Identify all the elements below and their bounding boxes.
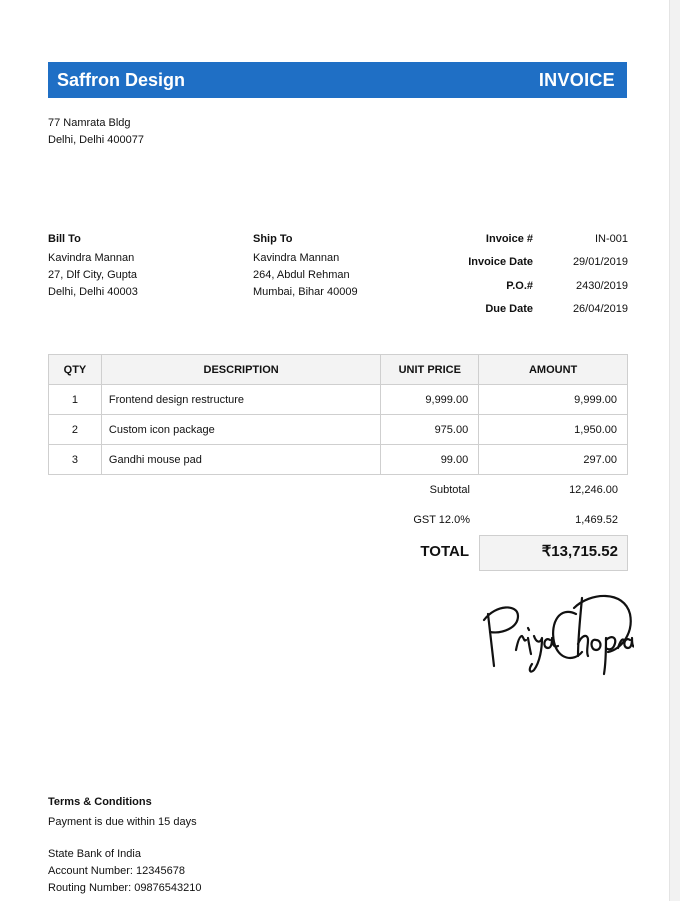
bank-name: State Bank of India: [48, 848, 141, 860]
po-number: 2430/2019: [576, 279, 628, 292]
table-row: [49, 445, 628, 475]
terms-heading: Terms & Conditions: [48, 796, 152, 808]
due-date: 26/04/2019: [572, 302, 628, 315]
tax-value: 1,469.52: [575, 514, 618, 526]
unit-price-cell: 9,999.00: [381, 385, 479, 415]
tax-row: [380, 514, 628, 526]
total-value: ₹13,715.52: [541, 543, 618, 560]
bill-to-line1: 27, Dlf City, Gupta: [48, 269, 138, 281]
invoice-header-bar: [48, 62, 627, 98]
line-items-table: [48, 354, 628, 475]
bill-to-line2: Delhi, Delhi 40003: [48, 286, 138, 298]
description-cell: Frontend design restructure: [101, 385, 380, 415]
tax-label: GST 12.0%: [413, 514, 470, 526]
terms-text: Payment is due within 15 days: [48, 816, 197, 828]
table-row: [49, 415, 628, 445]
subtotal-label: Subtotal: [429, 484, 470, 496]
meta-label: Invoice Date: [468, 256, 533, 269]
meta-row-due-date: [440, 301, 628, 324]
amount-cell: 1,950.00: [479, 415, 628, 445]
terms-block: [48, 794, 197, 831]
bank-details: [48, 846, 202, 897]
unit-price-cell: 975.00: [381, 415, 479, 445]
qty-cell: 2: [49, 415, 102, 445]
column-header-qty: QTY: [49, 355, 102, 385]
meta-label: Due Date: [485, 302, 533, 315]
document-title: INVOICE: [538, 69, 615, 90]
subtotal-row: [380, 484, 628, 496]
company-name: Saffron Design: [57, 69, 186, 90]
column-header-unit-price: UNIT PRICE: [381, 355, 479, 385]
bank-routing: Routing Number: 09876543210: [48, 882, 202, 894]
bill-to-name: Kavindra Mannan: [48, 252, 135, 264]
amount-cell: 297.00: [479, 445, 628, 475]
ship-to-heading: Ship To: [253, 233, 293, 245]
invoice-number: IN-001: [594, 233, 628, 245]
bill-to-block: [48, 231, 138, 301]
bank-account: Account Number: 12345678: [48, 865, 185, 877]
company-address-line1: 77 Namrata Bldg: [48, 117, 131, 129]
amount-cell: 9,999.00: [479, 385, 628, 415]
subtotal-value: 12,246.00: [569, 484, 618, 496]
meta-row-po: [440, 278, 628, 301]
unit-price-cell: 99.00: [381, 445, 479, 475]
company-address: [48, 115, 144, 149]
table-row: [49, 385, 628, 415]
ship-to-line2: Mumbai, Bihar 40009: [253, 286, 358, 298]
ship-to-block: [253, 231, 358, 301]
company-address-line2: Delhi, Delhi 400077: [48, 134, 145, 146]
signature-image: [478, 578, 634, 680]
meta-row-invoice-number: [440, 231, 628, 254]
meta-label: P.O.#: [506, 279, 533, 292]
column-header-description: DESCRIPTION: [101, 355, 380, 385]
meta-row-invoice-date: [440, 254, 628, 277]
total-label: TOTAL: [420, 543, 469, 560]
qty-cell: 3: [49, 445, 102, 475]
qty-cell: 1: [49, 385, 102, 415]
description-cell: Custom icon package: [101, 415, 380, 445]
invoice-meta: [440, 231, 628, 324]
ship-to-name: Kavindra Mannan: [253, 252, 340, 264]
invoice-date: 29/01/2019: [572, 256, 628, 269]
table-header-row: [49, 355, 628, 385]
column-header-amount: AMOUNT: [479, 355, 628, 385]
ship-to-line1: 264, Abdul Rehman: [253, 269, 350, 281]
bill-to-heading: Bill To: [48, 233, 81, 245]
description-cell: Gandhi mouse pad: [101, 445, 380, 475]
meta-label: Invoice #: [485, 233, 533, 245]
